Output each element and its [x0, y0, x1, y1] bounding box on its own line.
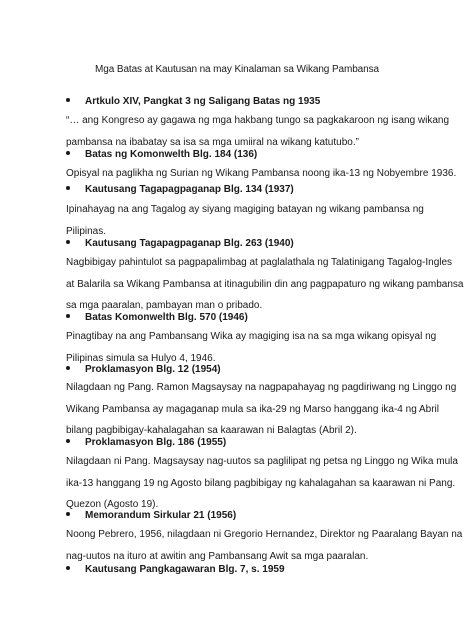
document-title: Mga Batas at Kautusan na may Kinalaman sa Wikang Pambansa — [95, 64, 379, 75]
heading-text: Proklamasyon Blg. 12 (1954) — [85, 364, 221, 375]
section-text — [66, 326, 437, 369]
heading-text: Memorandum Sirkular 21 (1956) — [85, 510, 237, 521]
section-text — [66, 377, 457, 442]
heading-text: Batas ng Komonwelth Blg. 184 (136) — [85, 149, 258, 160]
heading-text: Kautusang Pangkagawaran Blg. 7, s. 1959 — [85, 564, 285, 575]
section-text — [66, 524, 463, 567]
text-line: Nilagdaan ni Pang. Magsaysay nag-uutos sa paglilipat ng petsa ng Linggo ng Wika mula — [66, 456, 458, 467]
heading-text: Artkulo XIV, Pangkat 3 ng Saligang Batas ng 1935 — [85, 96, 321, 107]
section-heading — [66, 564, 285, 575]
text-line: Wikang Pambansa ay magaganap mula sa ika-29 ng Marso hanggang ika-4 ng Abril — [66, 403, 439, 415]
section-heading — [66, 149, 257, 160]
section-heading — [66, 437, 226, 448]
text-line: sa mga paaralan, pambayan man o pribado. — [66, 300, 263, 311]
section-heading — [66, 364, 221, 375]
heading-text: Batas Komonwelth Blg. 570 (1946) — [85, 312, 248, 323]
text-line: pambansa na ibabatay sa isa sa mga umiiral na wikang katutubo.” — [66, 136, 359, 148]
section-heading — [66, 96, 320, 107]
text-line: Nagbibigay pahintulot sa pagpapalimbag at paglalathala ng Talatinigang Tagalog-Ingles — [66, 257, 453, 268]
bullet-icon — [66, 240, 70, 244]
bullet-icon — [66, 186, 70, 190]
section-text — [66, 163, 457, 185]
section-heading — [66, 312, 248, 323]
heading-text: Kautusang Tagapagpaganap Blg. 134 (1937) — [85, 184, 294, 195]
text-line: Ipinahayag na ang Tagalog ay siyang magiging batayan ng wikang pambansa ng — [66, 204, 424, 215]
section-heading — [66, 510, 236, 521]
section-text — [66, 199, 426, 242]
text-line: at Balarila sa Wikang Pambansa at itinagubilin din ang pagpapaturo ng wikang pambansa — [66, 278, 464, 290]
bullet-icon — [66, 566, 70, 570]
bullet-icon — [66, 314, 70, 318]
bullet-icon — [66, 98, 70, 102]
text-line: Nilagdaan ng Pang. Ramon Magsaysay na nagpapahayag ng pagdiriwang ng Linggo ng — [66, 382, 457, 393]
section-text — [66, 451, 458, 516]
bullet-icon — [66, 151, 70, 155]
text-line: “… ang Kongreso ay gagawa ng mga hakbang tungo sa pagkakaroon ng isang wikang — [66, 115, 450, 126]
text-line: Opisyal na paglikha ng Surian ng Wikang Pambansa noong ika-13 ng Nobyembre 1936. — [66, 168, 457, 179]
bullet-icon — [66, 439, 70, 443]
bullet-icon — [66, 366, 70, 370]
section-heading — [66, 184, 294, 195]
section-text — [66, 110, 450, 153]
text-line: Quezon (Agosto 19). — [66, 499, 159, 510]
text-line: Pilipinas. — [66, 225, 107, 237]
text-line: Pilipinas simula sa Hulyo 4, 1946. — [66, 352, 216, 364]
text-line: Noong Pebrero, 1956, nilagdaan ni Gregorio Hernandez, Direktor ng Paaralang Bayan na — [66, 529, 463, 540]
section-text — [66, 252, 464, 317]
text-line: bilang pagbibigay-kahalagahan sa kaarawan ni Balagtas (Abril 2). — [66, 425, 357, 436]
heading-text: Proklamasyon Blg. 186 (1955) — [85, 437, 227, 448]
bullet-icon — [66, 512, 70, 516]
section-heading — [66, 238, 294, 249]
text-line: nag-uutos na ituro at awitin ang Pambansang Awit sa mga paaralan. — [66, 550, 369, 562]
text-line: Pinagtibay na ang Pambansang Wika ay magiging isa na sa mga wikang opisyal ng — [66, 331, 437, 342]
text-line: ika-13 hanggang 19 ng Agosto bilang pagbibigay ng kahalagahan sa kaarawan ni Pang. — [66, 477, 456, 489]
heading-text: Kautusang Tagapagpaganap Blg. 263 (1940) — [85, 238, 294, 249]
